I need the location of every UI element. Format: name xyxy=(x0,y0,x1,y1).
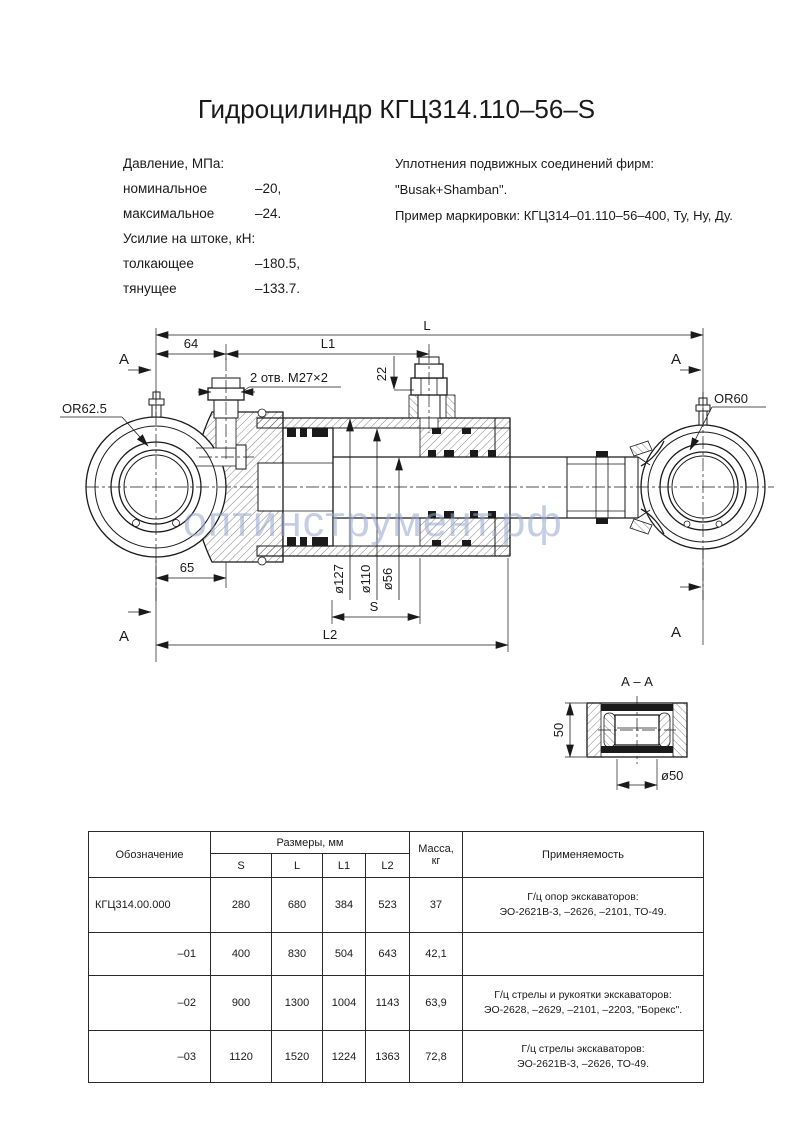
col-header-l2: L2 xyxy=(366,854,410,878)
spec-row xyxy=(123,201,393,226)
section-dim-dia50-label: ø50 xyxy=(661,768,684,783)
page-title: Гидроцилиндр КГЦ314.110–56–S xyxy=(197,94,596,124)
cell-mass: 37 xyxy=(410,878,463,933)
col-header-l: L xyxy=(272,854,323,878)
section-marker: А xyxy=(670,351,682,368)
cell-l2: 523 xyxy=(366,878,410,933)
cell-l2: 1143 xyxy=(366,976,410,1031)
cell-mass: 42,1 xyxy=(410,933,463,976)
cell-l1: 384 xyxy=(323,878,366,933)
section-marker: А xyxy=(118,628,130,645)
cell-mass: 72,8 xyxy=(410,1031,463,1083)
technical-drawing xyxy=(0,300,793,810)
cell-application xyxy=(463,1031,704,1083)
spec-row xyxy=(123,176,393,201)
col-header-mass-line2: кг xyxy=(431,854,441,867)
spec-block xyxy=(123,151,393,301)
seals-block xyxy=(395,151,755,229)
dim-L-label: L xyxy=(423,318,431,333)
seals-line-3: Пример маркировки: КГЦ314–01.110–56–400, Ту, Ну, Ду. xyxy=(395,208,733,223)
spec-value: –24. xyxy=(255,206,282,221)
cell-l1: 504 xyxy=(323,933,366,976)
dim-S-label: S xyxy=(369,599,379,614)
dim-64-label: 64 xyxy=(183,336,199,351)
spec-row xyxy=(123,276,393,301)
spec-label: номинальное xyxy=(123,181,208,196)
seals-line-2: "Busak+Shamban". xyxy=(395,182,508,197)
cell-s: 280 xyxy=(211,878,272,933)
table-row xyxy=(89,976,704,1031)
spec-label: тянущее xyxy=(123,281,177,296)
cell-mass: 63,9 xyxy=(410,976,463,1031)
col-header-l1: L1 xyxy=(323,854,366,878)
cell-l: 1520 xyxy=(272,1031,323,1083)
application-line1: Г/ц стрелы и рукоятки экскаваторов: xyxy=(494,989,672,1002)
spec-value: –180.5, xyxy=(255,256,301,271)
cell-s: 400 xyxy=(211,933,272,976)
section-title: А – А xyxy=(621,674,653,689)
cell-l1: 1224 xyxy=(323,1031,366,1083)
table-row xyxy=(89,1031,704,1083)
col-header-mass xyxy=(410,832,463,878)
cell-l1: 1004 xyxy=(323,976,366,1031)
spec-label: максимальное xyxy=(123,206,215,221)
watermark: оптинструмент.рф xyxy=(183,498,563,546)
spec-value: –20, xyxy=(255,181,282,196)
cell-l: 680 xyxy=(272,878,323,933)
col-header-sizes: Размеры, мм xyxy=(211,832,410,854)
section-marker: А xyxy=(118,351,130,368)
cell-designation: КГЦ314.00.000 xyxy=(89,878,211,933)
cell-l: 830 xyxy=(272,933,323,976)
weld-mark xyxy=(258,557,266,565)
dim-dia127-label: ø127 xyxy=(331,564,346,594)
dim-ports-label: 2 отв. М27×2 xyxy=(250,370,328,385)
cell-designation: –02 xyxy=(89,976,211,1031)
dim-dia56-label: ø56 xyxy=(380,567,395,591)
application-line2: ЭО-2621В-3, –2626, –2101, ТО-49. xyxy=(499,906,667,918)
cell-l2: 1363 xyxy=(366,1031,410,1083)
cell-s: 900 xyxy=(211,976,272,1031)
cell-designation: –03 xyxy=(89,1031,211,1083)
application-line2: ЭО-2621В-3, –2626, ТО-49. xyxy=(517,1057,649,1070)
cell-application xyxy=(463,878,704,933)
cell-application xyxy=(463,933,704,976)
right-port-fitting xyxy=(409,357,455,428)
dim-or-right-label: OR60 xyxy=(714,391,748,406)
dim-L1-label: L1 xyxy=(320,336,336,351)
pressure-header: Давление, МПа: xyxy=(123,156,225,171)
cell-s: 1120 xyxy=(211,1031,272,1083)
col-header-application: Применяемость xyxy=(463,832,704,878)
dim-dia110-label: ø110 xyxy=(358,564,373,594)
weld-mark xyxy=(258,409,266,417)
section-dim-50-label: 50 xyxy=(551,722,566,738)
dim-or-left-label: OR62.5 xyxy=(62,401,107,416)
cell-designation: –01 xyxy=(89,933,211,976)
spec-row xyxy=(123,251,393,276)
col-header-s: S xyxy=(211,854,272,878)
force-header: Усилие на штоке, кН: xyxy=(123,231,256,246)
cell-l: 1300 xyxy=(272,976,323,1031)
spec-value: –133.7. xyxy=(255,281,301,296)
col-header-designation: Обозначение xyxy=(89,832,211,878)
cell-l2: 643 xyxy=(366,933,410,976)
spec-label: толкающее xyxy=(123,256,194,271)
application-line1: Г/ц стрелы экскаваторов: xyxy=(521,1042,645,1055)
dim-L2-label: L2 xyxy=(322,627,338,642)
table-row xyxy=(89,878,704,933)
application-line2: ЭО-2628, –2629, –2101, –2203, "Борекс". xyxy=(483,1004,683,1016)
dim-22-label: 22 xyxy=(374,366,389,382)
dimensions-table xyxy=(88,831,704,1083)
section-marker: А xyxy=(670,624,682,641)
application-line1: Г/ц опор экскаваторов: xyxy=(527,891,639,904)
seals-line-1: Уплотнения подвижных соединений фирм: xyxy=(395,156,655,171)
col-header-mass-line1: Масса, xyxy=(418,842,454,855)
grease-fitting xyxy=(149,392,164,417)
cell-application xyxy=(463,976,704,1031)
table-row xyxy=(89,933,704,976)
section-a-a-view xyxy=(551,674,687,790)
dim-65-label: 65 xyxy=(179,560,195,575)
